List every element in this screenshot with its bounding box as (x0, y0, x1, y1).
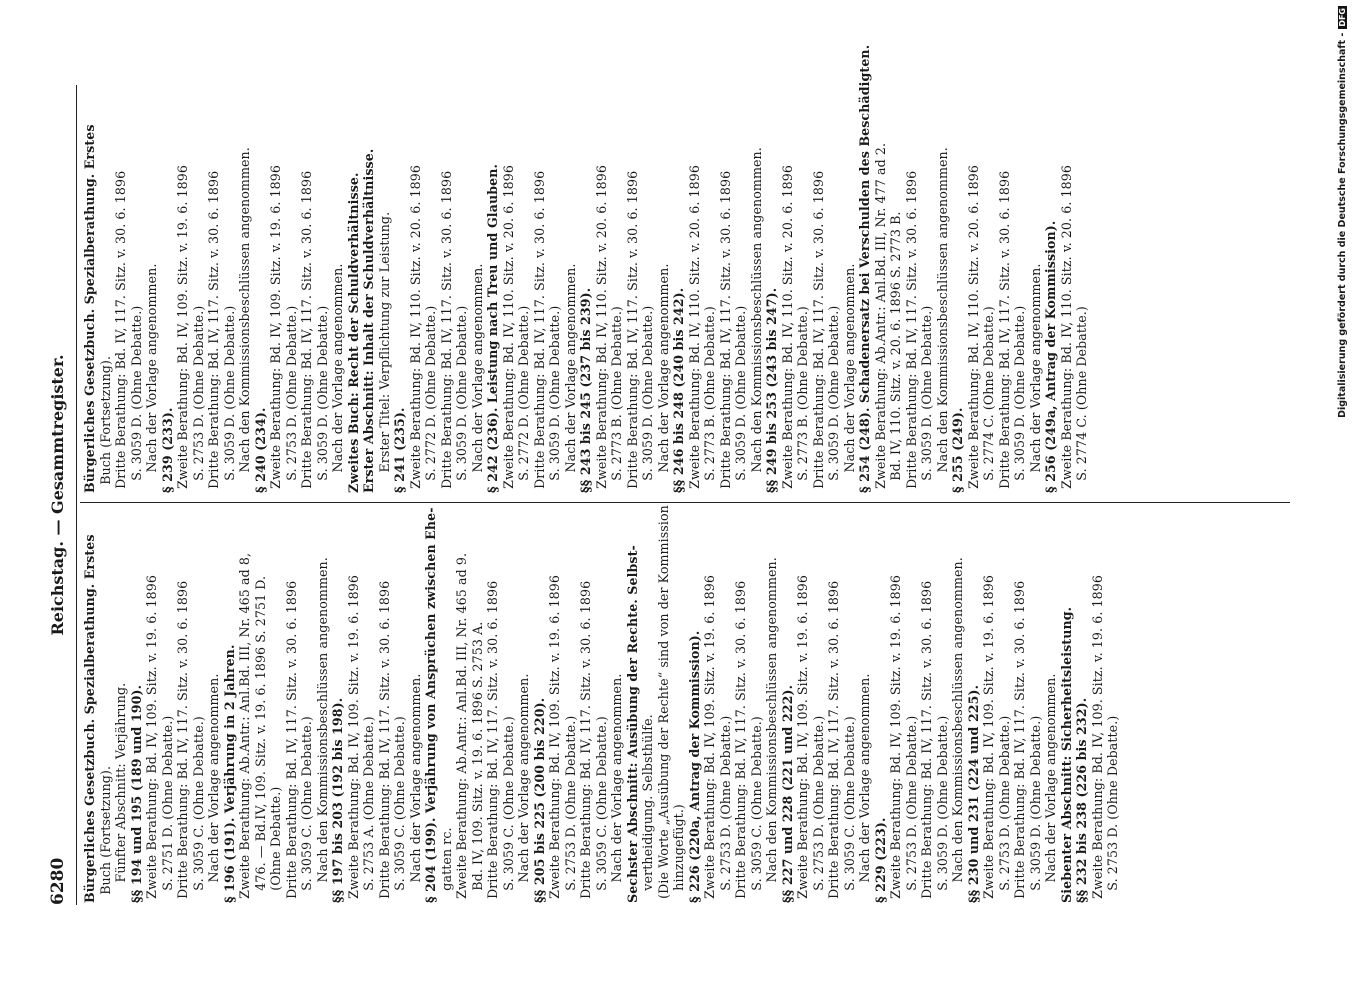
index-line: S. 3059 D. (Ohne Debatte.) (640, 305, 655, 493)
index-line: S. 2774 C. (Ohne Debatte.) (981, 306, 996, 493)
index-line: §§ 246 bis 248 (240 bis 242). (671, 287, 686, 493)
index-line: Dritte Berathung: Bd. IV, 117. Sitz. v. 30. 6. 1896 (175, 580, 190, 903)
index-line: § 241 (235). (392, 407, 407, 493)
index-line: §§ 249 bis 253 (243 bis 247). (764, 287, 779, 493)
index-line: Nach der Vorlage angenommen. (562, 263, 578, 493)
index-line: Zweite Berathung: Bd. IV, 109. Sitz. v. 19. 6. 1896 (144, 575, 159, 903)
index-line: S. 2753 D. (Ohne Debatte.) (717, 715, 733, 903)
index-line: Zweite Berathung: Bd. IV, 109. Sitz. v. 19. 6. 1896 (547, 575, 562, 903)
index-line: §§ 205 bis 225 (200 bis 220). (531, 697, 547, 903)
index-line: (Ohne Debatte.) (268, 786, 283, 903)
index-line: §§ 232 bis 238 (226 bis 232). (1074, 697, 1089, 903)
index-line: Zweite Berathung: Bd. IV, 109. Sitz. v. 19. 6. 1896 (175, 165, 190, 493)
index-line: S. 2753 D. (Ohne Debatte.) (1105, 715, 1120, 903)
index-line: Nach der Vorlage angenommen. (407, 673, 423, 903)
index-line: Dritte Berathung: Bd. IV, 117. Sitz. v. 30. 6. 1896 (903, 170, 919, 493)
header-rule (76, 85, 77, 905)
index-line: Zweites Buch: Recht der Schuldverhältnisse. (345, 172, 361, 493)
index-line: § 226 (220a, Antrag der Kommission). (686, 630, 702, 903)
index-line: Zweite Berathung: Bd. IV, 109. Sitz. v. 19. 6. 1896 (268, 165, 283, 493)
index-line: Bd. IV, 109. Sitz. v. 19. 6. 1896 S. 2753 A. (469, 621, 485, 903)
index-line: Nach der Vorlage angenommen. (655, 263, 671, 493)
index-line: S. 2753 D. (Ohne Debatte.) (562, 715, 578, 903)
index-line: Zweite Berathung: Bd. IV, 110. Sitz. v. 20. 6. 1896 (500, 165, 516, 493)
index-line: S. 3059 C. (Ohne Debatte.) (841, 716, 857, 903)
index-line: Dritte Berathung: Bd. IV, 117. Sitz. v. 30. 6. 1896 (996, 170, 1012, 493)
index-line: Nach den Kommissionsbeschlüssen angenommen. (748, 147, 764, 493)
index-line: Sechster Abschnitt: Ausübung der Rechte. Selbst- (624, 545, 640, 903)
index-line: Zweite Berathung: Bd. IV, 109. Sitz. v. 19. 6. 1896 (981, 575, 996, 903)
index-line: § 254 (248). Schadenersatz bei Verschulden des Beschädigten. (857, 44, 872, 493)
index-line: Dritte Berathung: Bd. IV, 117. Sitz. v. 30. 6. 1896 (578, 580, 593, 903)
index-line: Nach den Kommissionsbeschlüssen angenommen. (237, 147, 252, 493)
index-line: §§ 194 und 195 (189 und 190). (128, 684, 144, 903)
index-line: S. 3059 D. (Ohne Debatte.) (454, 305, 469, 493)
index-line: Zweite Berathung: Bd. IV, 109. Sitz. v. 19. 6. 1896 (795, 575, 810, 903)
index-line: Nach der Vorlage angenommen. (469, 263, 485, 493)
index-line: Dritte Berathung: Bd. IV, 117. Sitz. v. 30. 6. 1896 (438, 170, 454, 493)
index-line: Erster Abschnitt: Inhalt der Schuldverhältnisse. (361, 148, 376, 493)
index-line: §§ 227 und 228 (221 und 222). (779, 684, 795, 903)
index-line: Nach der Vorlage angenommen. (1027, 263, 1043, 493)
digitization-credit (1337, 6, 1351, 996)
index-line: gatten rc. (438, 827, 454, 903)
index-line: S. 2751 D. (Ohne Debatte.) (159, 715, 175, 903)
index-line: Dritte Berathung: Bd. IV, 117. Sitz. v. 30. 6. 1896 (717, 170, 733, 493)
index-line: Zweite Berathung: Bd. IV, 109. Sitz. v. 19. 6. 1896 (888, 575, 903, 903)
index-line: Nach der Vorlage angenommen. (330, 263, 345, 493)
index-line: Nach der Vorlage angenommen. (206, 673, 221, 903)
index-line: Bd. IV, 110. Sitz. v. 20. 6. 1896 S. 2773 B. (888, 211, 903, 493)
index-line: S. 2773 B. (Ohne Debatte.) (702, 306, 717, 493)
page-number: 6280 (48, 857, 68, 905)
index-line: Siebenter Abschnitt: Sicherheitsleistung. (1058, 606, 1074, 903)
index-line: S. 3059 D. (Ohne Debatte.) (826, 305, 841, 493)
index-line: Dritte Berathung: Bd. IV, 117. Sitz. v. 30. 6. 1896 (299, 170, 314, 493)
index-line: Dritte Berathung: Bd. IV, 117. Sitz. v. 30. 6. 1896 (1012, 580, 1027, 903)
index-line: Dritte Berathung: Bd. IV, 117. Sitz. v. 30. 6. 1896 (733, 580, 748, 903)
left-column (82, 505, 1121, 903)
index-line: Zweite Berathung: Bd. IV, 110. Sitz. v. 20. 6. 1896 (686, 165, 702, 493)
index-line: S. 2774 C. (Ohne Debatte.) (1074, 306, 1089, 493)
index-line: Nach den Kommissionsbeschlüssen angenommen. (934, 147, 950, 493)
column-divider (80, 502, 1290, 503)
index-line: S. 2753 D. (Ohne Debatte.) (283, 305, 299, 493)
index-line: S. 3059 C. (Ohne Debatte.) (748, 716, 764, 903)
index-line: S. 3059 D. (Ohne Debatte.) (128, 305, 144, 493)
index-line: Buch (Fortsetzung). (97, 355, 113, 493)
index-line: Nach der Vorlage angenommen. (144, 263, 159, 493)
index-line: § 256 (249a, Antrag der Kommission). (1043, 220, 1058, 493)
index-line: Dritte Berathung: Bd. IV, 117. Sitz. v. 30. 6. 1896 (206, 170, 221, 493)
index-line: Zweite Berathung: Ab.Antr.: Anl.Bd. III, Nr. 477 ad 2. (872, 142, 888, 493)
index-line: Zweite Berathung: Ab.Antr.: Anl.Bd. III, Nr. 465 ad 8, (237, 552, 252, 903)
index-line: Zweite Berathung: Bd. IV, 110. Sitz. v. 20. 6. 1896 (407, 165, 423, 493)
index-line: Nach der Vorlage angenommen. (857, 673, 872, 903)
index-line: Nach der Vorlage angenommen. (1043, 673, 1058, 903)
index-line: S. 3059 D. (Ohne Debatte.) (733, 305, 748, 493)
index-line: Zweite Berathung: Bd. IV, 110. Sitz. v. 20. 6. 1896 (593, 165, 609, 493)
credit-text: Digitalisierung gefördert durch die Deutsche Forschungsgemeinschaft - (1337, 32, 1348, 418)
index-line: Nach der Vorlage angenommen. (841, 263, 857, 493)
index-line: Zweite Berathung: Bd. IV, 110. Sitz. v. 20. 6. 1896 (1058, 165, 1074, 493)
index-line: S. 3059 D. (Ohne Debatte.) (221, 305, 237, 493)
index-line: 476. — Bd.IV, 109. Sitz. v. 19. 6. 1896 S. 2751 D. (252, 575, 268, 903)
index-line: S. 3059 C. (Ohne Debatte.) (392, 716, 407, 903)
index-line: §§ 197 bis 203 (192 bis 198). (330, 697, 345, 903)
index-line: hinzugefügt.) (671, 804, 686, 903)
index-line: Zweite Berathung: Bd. IV, 110. Sitz. v. 20. 6. 1896 (965, 165, 981, 493)
index-line: §§ 230 und 231 (224 und 225). (965, 684, 981, 903)
index-line: Dritte Berathung: Bd. IV, 117. Sitz. v. 30. 6. 1896 (826, 580, 841, 903)
index-line: S. 3059 D. (Ohne Debatte.) (934, 715, 950, 903)
index-line: S. 3059 D. (Ohne Debatte.) (1012, 305, 1027, 493)
index-line: Nach der Vorlage angenommen. (516, 673, 531, 903)
index-line: S. 3059 C. (Ohne Debatte.) (190, 716, 206, 903)
index-line: Dritte Berathung: Bd. IV, 117. Sitz. v. 30. 6. 1896 (113, 170, 128, 493)
index-line: § 229 (223). (872, 817, 888, 903)
index-line: Erster Titel: Verpflichtung zur Leistung. (376, 211, 392, 493)
index-line: Zweite Berathung: Ab.Antr.: Anl.Bd. III, Nr. 465 ad 9. (454, 552, 469, 903)
index-line: § 255 (249). (950, 407, 965, 493)
page-header (48, 85, 72, 905)
index-line: Zweite Berathung: Bd. IV, 109. Sitz. v. 19. 6. 1896 (345, 575, 361, 903)
index-line: § 239 (233). (159, 407, 175, 493)
index-line: Bürgerliches Gesetzbuch. Spezialberathung. Erstes (82, 534, 97, 903)
index-line: S. 2772 D. (Ohne Debatte.) (516, 305, 531, 493)
running-title: Reichstag. — Gesammtregister. (48, 354, 67, 636)
index-line: S. 2753 A. (Ohne Debatte.) (361, 716, 376, 903)
index-line: Bürgerliches Gesetzbuch. Spezialberathung. Erstes (82, 124, 97, 493)
dfg-logo: DFG (1338, 8, 1347, 27)
index-line: Dritte Berathung: Bd. IV, 117. Sitz. v. 30. 6. 1896 (810, 170, 826, 493)
index-line: Nach der Vorlage angenommen. (609, 673, 624, 903)
index-line: (Die Worte „Ausübung der Rechte“ sind von der Kommission (655, 505, 671, 903)
index-line: S. 3059 C. (Ohne Debatte.) (299, 716, 314, 903)
index-line: S. 2773 B. (Ohne Debatte.) (795, 306, 810, 493)
index-line: S. 3059 D. (Ohne Debatte.) (547, 305, 562, 493)
index-line: S. 3059 C. (Ohne Debatte.) (593, 716, 609, 903)
index-line: S. 2753 D. (Ohne Debatte.) (810, 715, 826, 903)
index-line: vertheidigung. Selbsthülfe. (640, 714, 655, 903)
index-line: S. 2753 D. (Ohne Debatte.) (190, 305, 206, 493)
index-line: Dritte Berathung: Bd. IV, 117. Sitz. v. 30. 6. 1896 (376, 580, 392, 903)
index-line: § 240 (234). (252, 407, 268, 493)
index-line: § 196 (191). Verjährung in 2 Jahren. (221, 644, 237, 903)
index-line: §§ 243 bis 245 (237 bis 239). (578, 287, 593, 493)
index-line: Zweite Berathung: Bd. IV, 109. Sitz. v. 19. 6. 1896 (702, 575, 717, 903)
index-line: Dritte Berathung: Bd. IV, 117. Sitz. v. 30. 6. 1896 (919, 580, 934, 903)
index-line: Dritte Berathung: Bd. IV, 117. Sitz. v. 30. 6. 1896 (485, 580, 500, 903)
index-line: § 242 (236). Leistung nach Treu und Glauben. (485, 164, 500, 493)
index-line: S. 2753 D. (Ohne Debatte.) (903, 715, 919, 903)
index-line: Buch (Fortsetzung). (97, 765, 113, 903)
index-line: Zweite Berathung: Bd. IV, 109. Sitz. v. 19. 6. 1896 (1089, 575, 1105, 903)
index-line: S. 2772 D. (Ohne Debatte.) (423, 305, 438, 493)
credit-line (1337, 6, 1351, 996)
index-line: S. 3059 D. (Ohne Debatte.) (919, 305, 934, 493)
index-line: S. 3059 D. (Ohne Debatte.) (314, 305, 330, 493)
index-line: Nach den Kommissionsbeschlüssen angenommen. (950, 557, 965, 903)
index-line: Dritte Berathung: Bd. IV, 117. Sitz. v. 30. 6. 1896 (624, 170, 640, 493)
index-line: S. 2773 B. (Ohne Debatte.) (609, 306, 624, 493)
index-line: Fünfter Abschnitt: Verjährung. (113, 682, 128, 903)
index-line: S. 2753 D. (Ohne Debatte.) (996, 715, 1012, 903)
index-line: Dritte Berathung: Bd. IV, 117. Sitz. v. 30. 6. 1896 (531, 170, 547, 493)
right-column (82, 44, 1090, 493)
index-line: Nach den Kommissionsbeschlüssen angenommen. (764, 557, 779, 903)
index-line: Zweite Berathung: Bd. IV, 110. Sitz. v. 20. 6. 1896 (779, 165, 795, 493)
index-line: Dritte Berathung: Bd. IV, 117. Sitz. v. 30. 6. 1896 (283, 580, 299, 903)
index-line: Nach den Kommissionsbeschlüssen angenommen. (314, 557, 330, 903)
index-line: S. 3059 D. (Ohne Debatte.) (1027, 715, 1043, 903)
index-line: S. 3059 C. (Ohne Debatte.) (500, 716, 516, 903)
index-line: § 204 (199). Verjährung von Ansprüchen zwischen Ehe- (423, 507, 438, 903)
